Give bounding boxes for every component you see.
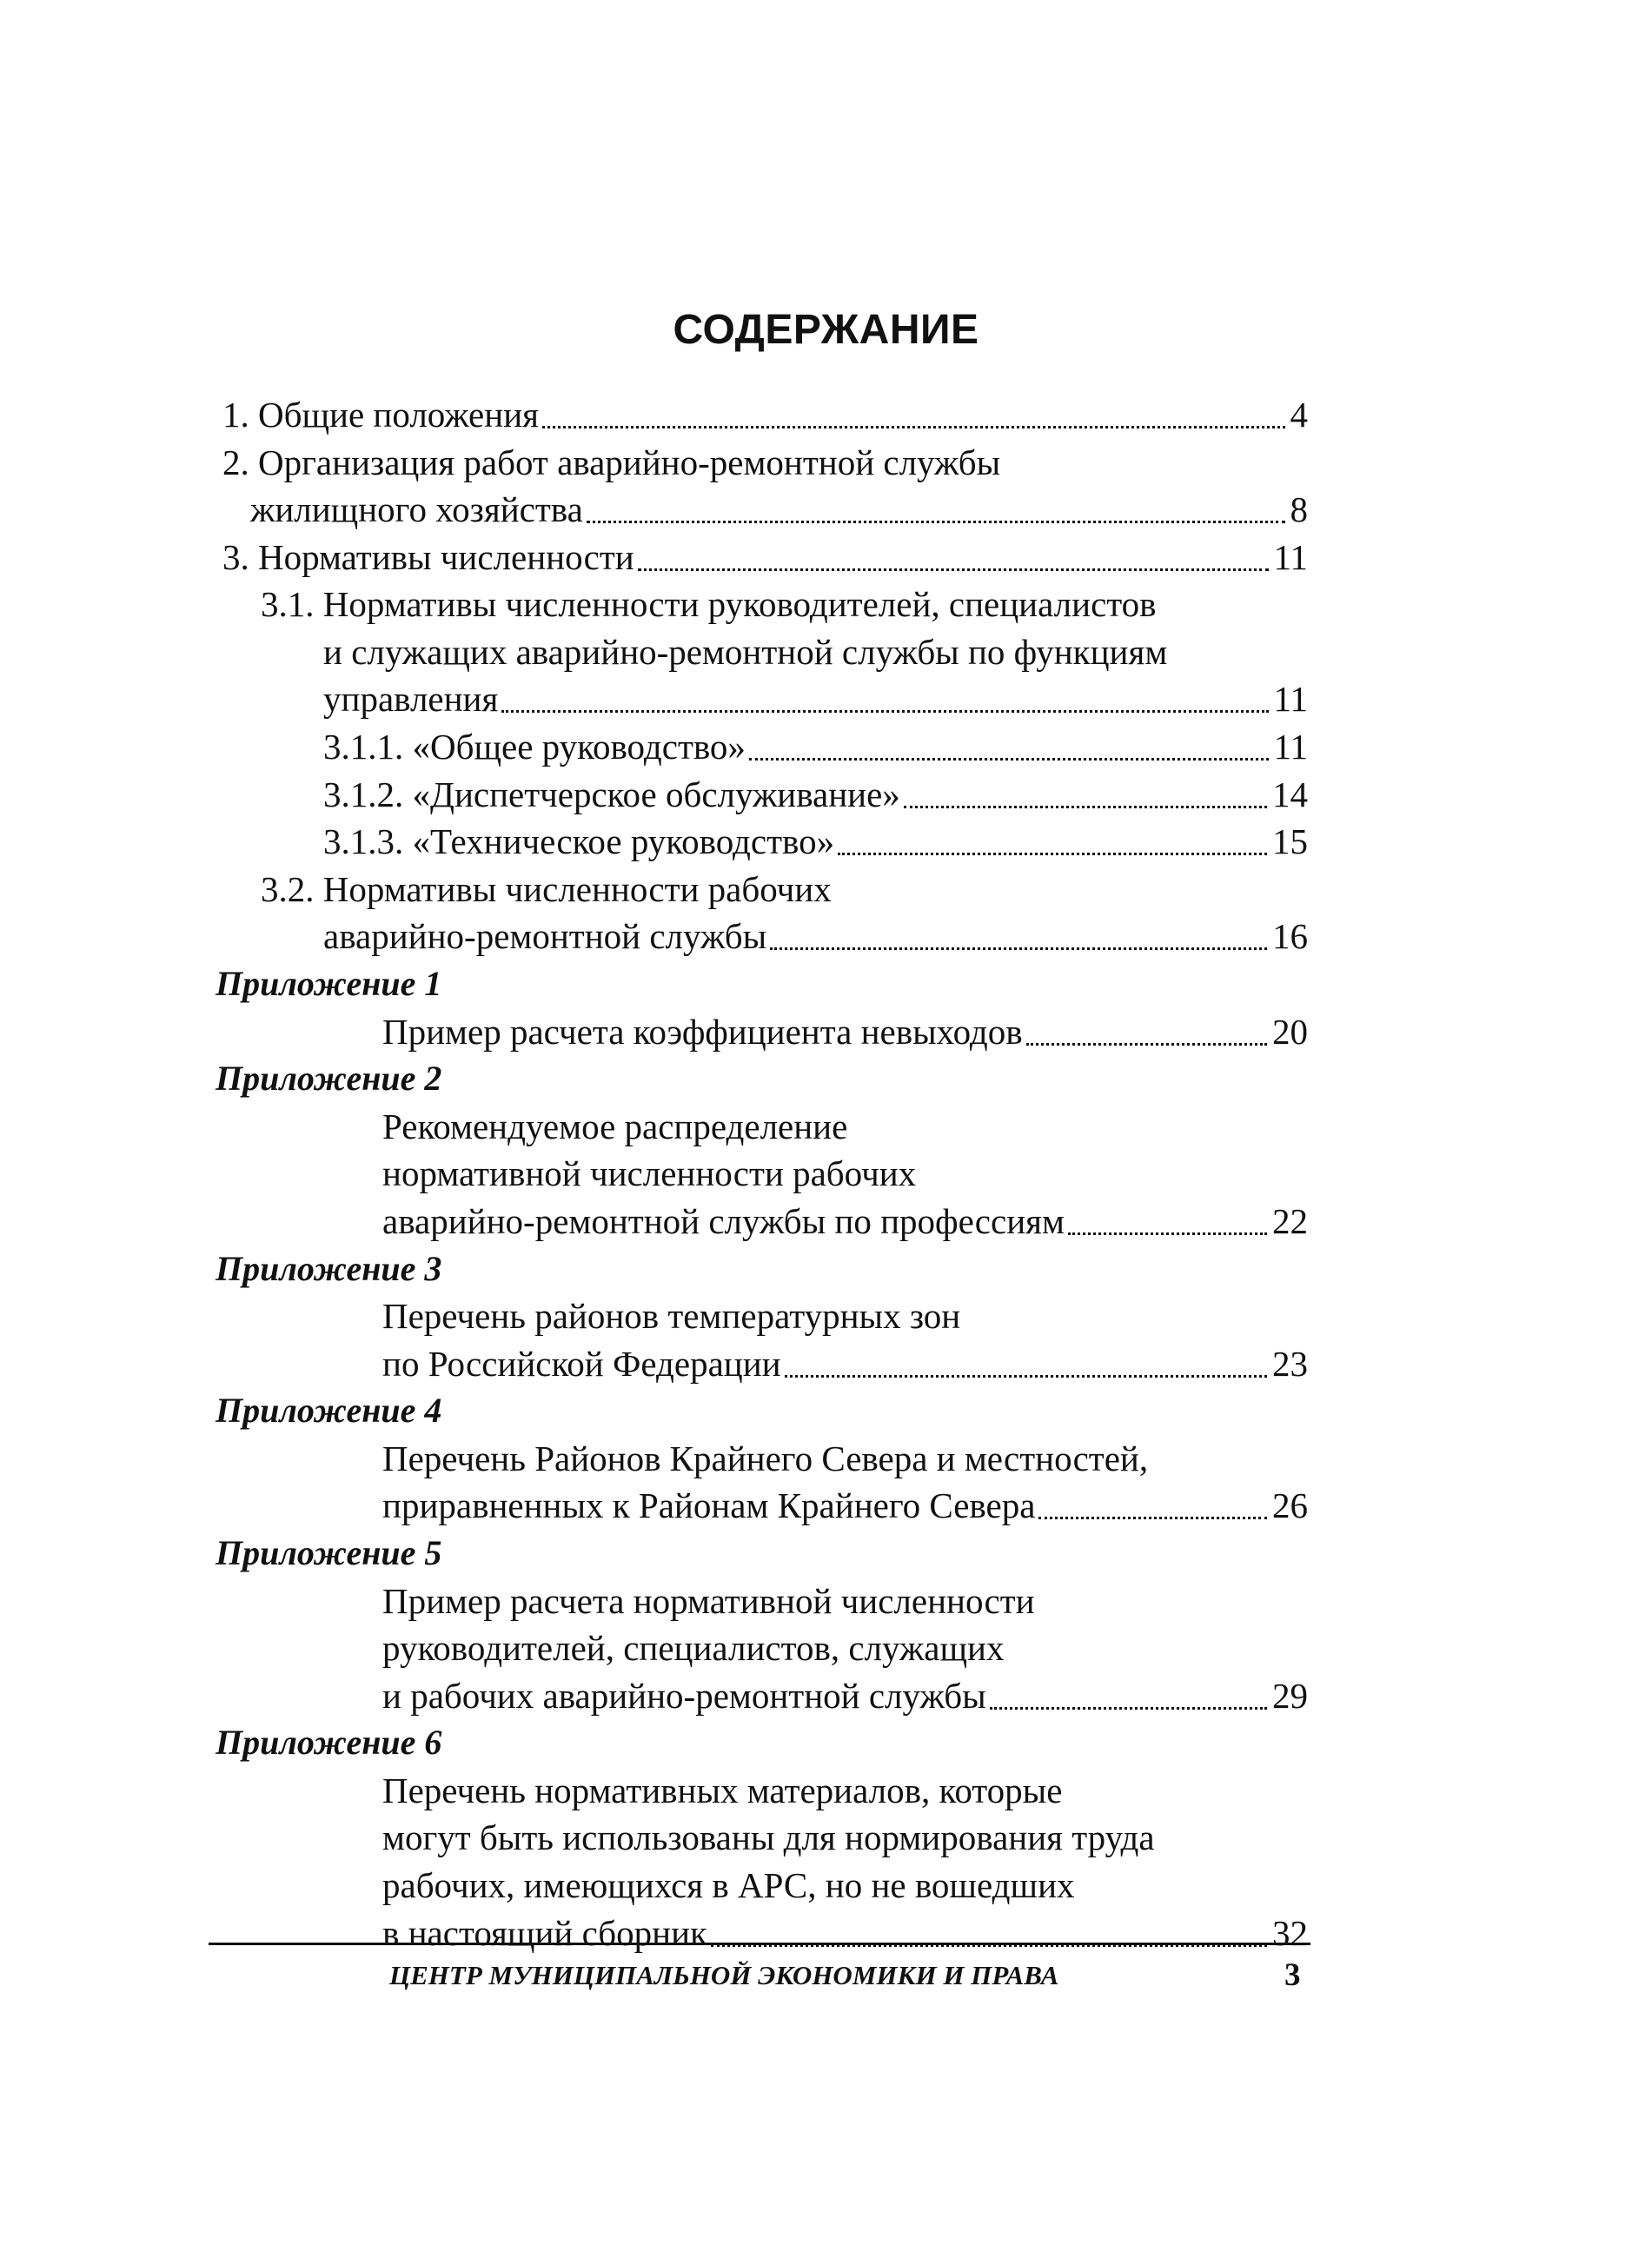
- toc-entry[interactable]: [382, 1767, 1308, 1814]
- appendix-heading[interactable]: Приложение 1: [216, 964, 442, 1003]
- toc-entry[interactable]: [261, 866, 1308, 913]
- toc-entry[interactable]: [382, 1862, 1308, 1909]
- toc-entry-label: управления: [323, 679, 499, 719]
- appendix-heading[interactable]: Приложение 3: [216, 1249, 442, 1288]
- page-title: СОДЕРЖАНИЕ: [673, 307, 979, 353]
- toc-entry-page: 14: [1272, 774, 1308, 814]
- toc-entry-label: 3.1. Нормативы численности руководителей, специалистов: [261, 584, 1157, 624]
- appendix-heading[interactable]: Приложение 2: [216, 1059, 442, 1098]
- toc-entry-page: 29: [1272, 1676, 1308, 1716]
- toc-entry-page: 23: [1272, 1344, 1308, 1384]
- toc-entry-page: 32: [1272, 1913, 1308, 1953]
- toc-entry[interactable]: [382, 1624, 1308, 1671]
- toc-entry[interactable]: [222, 439, 1308, 486]
- toc-entry-label: нормативной численности рабочих: [382, 1153, 917, 1193]
- toc-entry-label: 3.1.1. «Общее руководство»: [323, 727, 746, 767]
- toc-entry-label: приравненных к Районам Крайнего Севера: [382, 1485, 1036, 1525]
- toc-entry-label: Перечень нормативных материалов, которые: [382, 1770, 1063, 1810]
- toc-entry-page: 11: [1273, 679, 1308, 719]
- toc-entry-label: в настоящий сборник: [382, 1913, 707, 1953]
- toc-entry-label: Перечень Районов Крайнего Севера и местностей,: [382, 1438, 1149, 1478]
- toc-entry-page: 16: [1272, 916, 1308, 956]
- toc-entry-label: 2. Организация работ аварийно-ремонтной службы: [222, 442, 1001, 482]
- toc-entry-page: 20: [1272, 1012, 1308, 1052]
- toc-entry[interactable]: [250, 486, 1308, 533]
- appendix-heading[interactable]: Приложение 5: [216, 1533, 442, 1572]
- dot-leader: [542, 425, 1285, 428]
- toc-entry[interactable]: [222, 534, 1308, 581]
- toc-entry-label: могут быть использованы для нормирования труда: [382, 1817, 1155, 1857]
- dot-leader: [770, 947, 1267, 950]
- toc-entry-label: Рекомендуемое распределение: [382, 1106, 848, 1146]
- appendix-heading[interactable]: Приложение 6: [216, 1723, 442, 1762]
- toc-entry[interactable]: [323, 628, 1308, 675]
- toc-entry-page: 22: [1272, 1201, 1308, 1241]
- toc-entry-page: 11: [1273, 727, 1308, 767]
- appendix-heading[interactable]: Приложение 4: [216, 1391, 442, 1430]
- toc-entry[interactable]: [382, 1814, 1308, 1861]
- toc-entry-label: 3.1.3. «Техническое руководство»: [323, 821, 835, 861]
- dot-leader: [749, 757, 1269, 761]
- footer-publisher: ЦЕНТР МУНИЦИПАЛЬНОЙ ЭКОНОМИКИ И ПРАВА: [389, 1960, 1059, 1990]
- toc-entry[interactable]: [261, 581, 1308, 628]
- toc-entry[interactable]: [382, 1672, 1308, 1719]
- toc-entry[interactable]: [323, 675, 1308, 722]
- toc-entry-page: 8: [1290, 489, 1308, 529]
- toc-entry[interactable]: [382, 1150, 1308, 1197]
- page-number: 3: [1284, 1957, 1301, 1993]
- toc-entry[interactable]: [382, 1103, 1308, 1150]
- toc-entry-label: аварийно-ремонтной службы: [323, 916, 767, 956]
- toc-entry[interactable]: [382, 1340, 1308, 1387]
- toc-entry-label: жилищного хозяйства: [250, 489, 583, 529]
- toc-entry-label: по Российской Федерации: [382, 1344, 781, 1384]
- toc-entry-label: Пример расчета коэффициента невыходов: [382, 1012, 1023, 1052]
- toc-entry[interactable]: [323, 913, 1308, 960]
- dot-leader: [904, 805, 1267, 808]
- toc-entry[interactable]: [323, 771, 1308, 818]
- dot-leader: [587, 520, 1285, 523]
- toc-entry-label: 1. Общие положения: [222, 395, 539, 435]
- toc-entry-label: Пример расчета нормативной численности: [382, 1581, 1035, 1621]
- dot-leader: [638, 568, 1269, 571]
- dot-leader: [1026, 1042, 1267, 1046]
- dot-leader: [838, 852, 1267, 855]
- dot-leader: [785, 1374, 1267, 1378]
- toc-entry-label: 3. Нормативы численности: [222, 537, 634, 577]
- toc-entry-label: 3.1.2. «Диспетчерское обслуживание»: [323, 774, 900, 814]
- toc-entry[interactable]: [382, 1482, 1308, 1529]
- toc-entry[interactable]: [323, 723, 1308, 770]
- toc-entry-label: аварийно-ремонтной службы по профессиям: [382, 1201, 1065, 1241]
- footer-divider: [209, 1943, 1310, 1945]
- toc-entry-label: рабочих, имеющихся в АРС, но не вошедших: [382, 1865, 1075, 1905]
- dot-leader: [501, 709, 1268, 713]
- toc-entry[interactable]: [382, 1292, 1308, 1339]
- toc-entry[interactable]: [323, 818, 1308, 865]
- toc-entry-label: и рабочих аварийно-ремонтной службы: [382, 1676, 986, 1716]
- toc-entry-label: Перечень районов температурных зон: [382, 1296, 961, 1336]
- toc-entry[interactable]: [382, 1435, 1308, 1482]
- toc-entry[interactable]: [382, 1008, 1308, 1055]
- dot-leader: [1038, 1516, 1267, 1519]
- toc-entry[interactable]: [382, 1578, 1308, 1624]
- toc-entry[interactable]: [222, 391, 1308, 438]
- toc-entry-page: 15: [1272, 821, 1308, 861]
- toc-entry-page: 11: [1273, 537, 1308, 577]
- toc-entry-page: 26: [1272, 1485, 1308, 1525]
- toc-entry-label: руководителей, специалистов, служащих: [382, 1628, 1005, 1668]
- dot-leader: [990, 1706, 1267, 1710]
- toc-entry-label: 3.2. Нормативы численности рабочих: [261, 869, 832, 909]
- toc-entry[interactable]: [382, 1910, 1308, 1956]
- dot-leader: [1068, 1232, 1267, 1235]
- toc-entry-page: 4: [1290, 395, 1308, 435]
- toc-entry[interactable]: [382, 1198, 1308, 1245]
- toc-entry-label: и служащих аварийно-ремонтной службы по функциям: [323, 632, 1168, 672]
